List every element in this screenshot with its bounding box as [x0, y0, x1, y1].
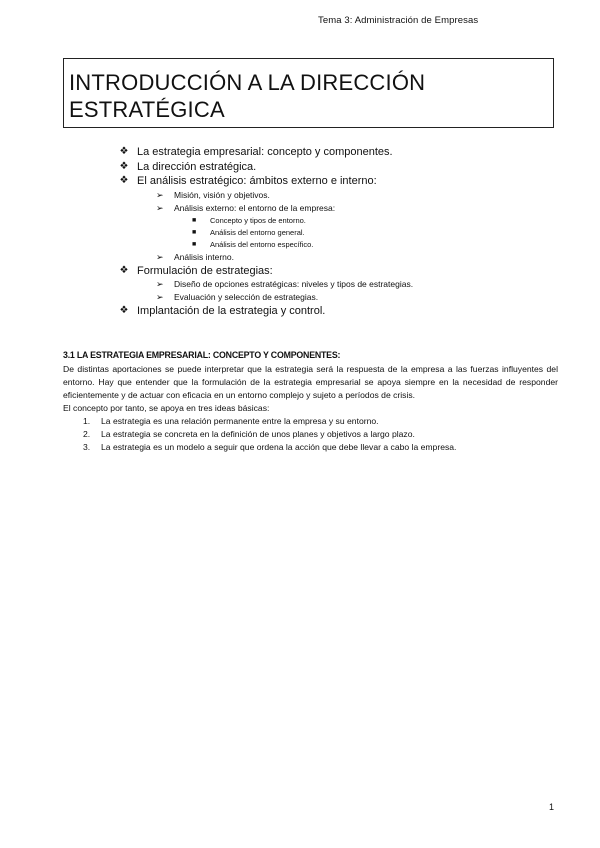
outline-item	[118, 145, 548, 160]
arrow-bullet-icon: ➢	[156, 202, 164, 213]
outline-subsubitem-text: Concepto y tipos de entorno.	[210, 215, 306, 225]
list-item-text: La estrategia se concreta en la definición de unos planes y objetivos a largo plazo.	[101, 429, 415, 439]
outline-item-text: Formulación de estrategias:	[137, 264, 273, 277]
page-header: Tema 3: Administración de Empresas	[318, 15, 479, 26]
outline-subitem	[118, 291, 548, 304]
outline-subitem-text: Misión, visión y objetivos.	[174, 189, 270, 200]
list-item	[63, 428, 558, 441]
square-bullet-icon: ■	[192, 216, 197, 224]
page-title-line-2: ESTRATÉGICA	[69, 97, 225, 122]
section-intro: El concepto por tanto, se apoya en tres ideas básicas:	[63, 403, 270, 413]
outline-item	[118, 264, 548, 279]
outline-item-text: La dirección estratégica.	[137, 160, 257, 173]
list-item-text: La estrategia es un modelo a seguir que ordena la acción que debe llevar a cabo la empresa.	[101, 442, 457, 452]
outline-subsubitem-text: Análisis del entorno específico.	[210, 239, 314, 249]
page-number: 1	[548, 802, 554, 812]
arrow-bullet-icon: ➢	[156, 279, 164, 289]
list-item-number: 2.	[83, 429, 91, 439]
outline-subitem	[118, 251, 548, 264]
outline-subsubitem	[118, 239, 548, 251]
outline-item	[118, 304, 548, 319]
arrow-bullet-icon: ➢	[156, 251, 164, 262]
diamond-bullet-icon: ❖	[119, 264, 129, 276]
list-item-text: La estrategia es una relación permanente entre la empresa y su entorno.	[101, 416, 379, 426]
outline-item-text: El análisis estratégico: ámbitos externo e interno:	[137, 175, 377, 187]
section-3-1	[63, 349, 558, 454]
square-bullet-icon: ■	[192, 240, 197, 248]
diamond-bullet-icon: ❖	[119, 146, 129, 157]
outline-subsubitem-text: Análisis del entorno general.	[210, 227, 305, 237]
list-item	[63, 415, 558, 428]
diamond-bullet-icon: ❖	[119, 175, 129, 186]
outline-subsubitem	[118, 227, 548, 239]
arrow-bullet-icon: ➢	[156, 292, 164, 302]
outline-item-text: La estrategia empresarial: concepto y componentes.	[137, 146, 393, 158]
arrow-bullet-icon: ➢	[156, 189, 164, 200]
outline-subitem	[118, 189, 548, 202]
outline-item-text: Implantación de la estrategia y control.	[137, 305, 326, 317]
diamond-bullet-icon: ❖	[119, 305, 129, 316]
outline-subsubitem	[118, 215, 548, 227]
list-item	[63, 441, 558, 454]
list-item-number: 3.	[83, 442, 91, 452]
page-title-line-1: INTRODUCCIÓN A LA DIRECCIÓN	[69, 70, 426, 95]
list-item-number: 1.	[83, 416, 91, 426]
outline-subitem-text: Evaluación y selección de estrategias.	[174, 292, 319, 302]
title-box	[63, 58, 554, 128]
outline-subitem	[118, 202, 548, 215]
section-paragraph: De distintas aportaciones se puede interpretar que la estrategia será la respuesta de la empresa a las fuerzas influyentes del entorno. Hay que entender que la formulación de la estrategia empresarial se apoya siempre en la necesidad de responder eficientemente y de actuar con eficacia en un entorno complejo y sujeto a períodos de crisis.	[63, 364, 558, 400]
outline-item	[118, 174, 548, 189]
outline-subitem-text: Análisis interno.	[174, 251, 235, 262]
outline-subitem-text: Diseño de opciones estratégicas: niveles y tipos de estrategias.	[174, 279, 414, 289]
numbered-list	[63, 415, 558, 454]
outline-item	[118, 160, 548, 175]
outline-subitem	[118, 278, 548, 291]
square-bullet-icon: ■	[192, 228, 197, 236]
table-of-contents	[118, 145, 548, 319]
outline-subitem-text: Análisis externo: el entorno de la empresa:	[174, 202, 336, 213]
section-heading: 3.1 LA ESTRATEGIA EMPRESARIAL: CONCEPTO Y COMPONENTES:	[63, 350, 341, 360]
diamond-bullet-icon: ❖	[119, 160, 129, 172]
